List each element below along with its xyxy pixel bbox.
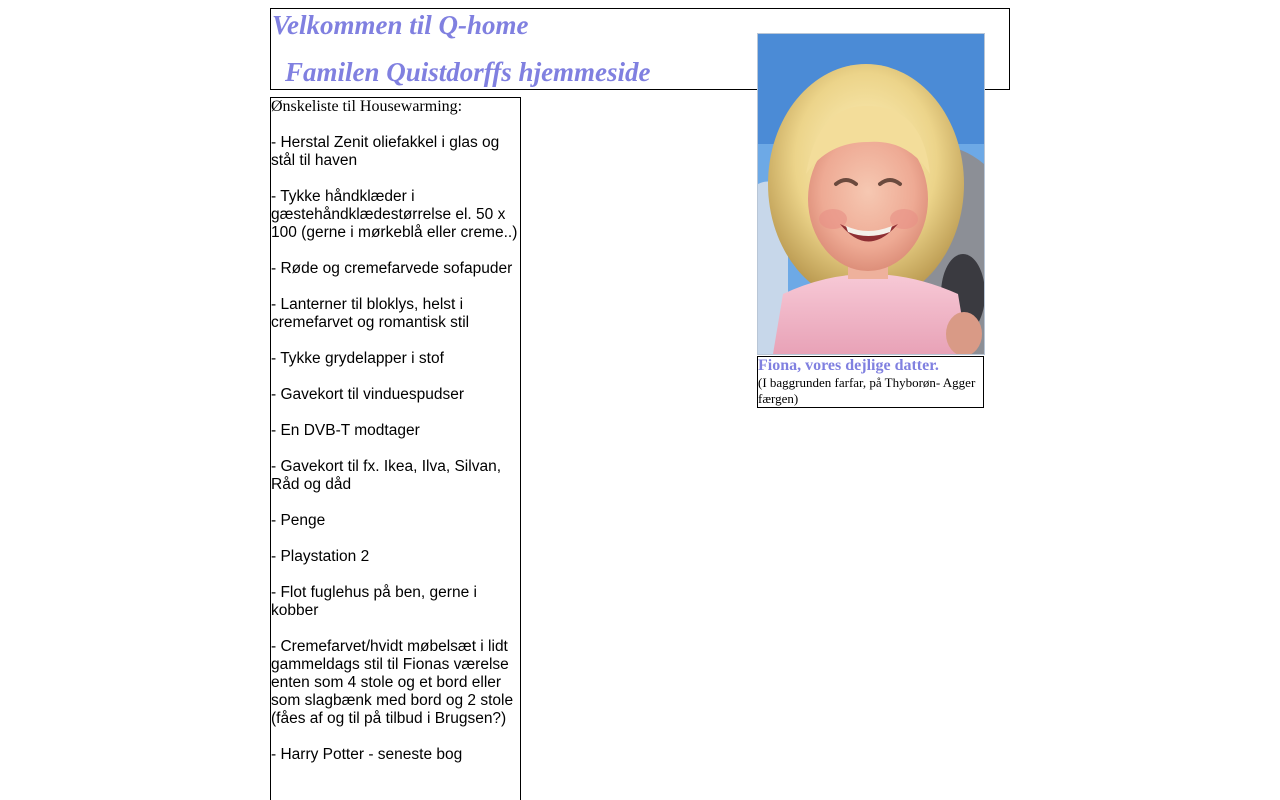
wishlist-item: - Cremefarvet/hvidt møbelsæt i lidt gammeldags stil til Fionas værelse enten som 4 stole og et bord eller som slagbænk med bord og 2 stole (fåes af og til på tilbud i Brugsen?) [271, 638, 514, 727]
wishlist-heading: Ønskeliste til Housewarming: [271, 98, 463, 115]
wishlist-item: - Tykke grydelapper i stof [271, 350, 444, 367]
wishlist-item: - En DVB-T modtager [271, 422, 420, 439]
wishlist-box [270, 97, 521, 800]
wishlist-item: - Harry Potter - seneste bog [271, 746, 463, 763]
caption-note: (I baggrunden farfar, på Thyborøn- Agger færgen) [758, 375, 976, 406]
wishlist-item: - Lanterner til bloklys, helst i cremefarvet og romantisk stil [271, 296, 470, 331]
site-subtitle: Familen Quistdorffs hjemmeside [285, 57, 651, 87]
wishlist-item: - Playstation 2 [271, 548, 370, 565]
wishlist-item: - Herstal Zenit oliefakkel i glas og stål til haven [271, 134, 500, 169]
smiling-girl-photo [757, 33, 985, 355]
wishlist-items [271, 134, 520, 764]
wishlist-item: - Gavekort til fx. Ikea, Ilva, Silvan, Råd og dåd [271, 458, 501, 493]
wishlist-item: - Penge [271, 512, 326, 529]
wishlist-item: - Røde og cremefarvede sofapuder [271, 260, 513, 277]
caption-title: Fiona, vores dejlige datter. [758, 357, 939, 374]
wishlist-item: - Tykke håndklæder i gæstehåndklædestørrelse el. 50 x 100 (gerne i mørkeblå eller creme..) [271, 188, 518, 241]
photo-caption [757, 356, 984, 408]
site-title: Velkommen til Q-home [272, 10, 529, 40]
wishlist-item: - Gavekort til vinduespudser [271, 386, 464, 403]
wishlist-item: - Flot fuglehus på ben, gerne i kobber [271, 584, 477, 619]
